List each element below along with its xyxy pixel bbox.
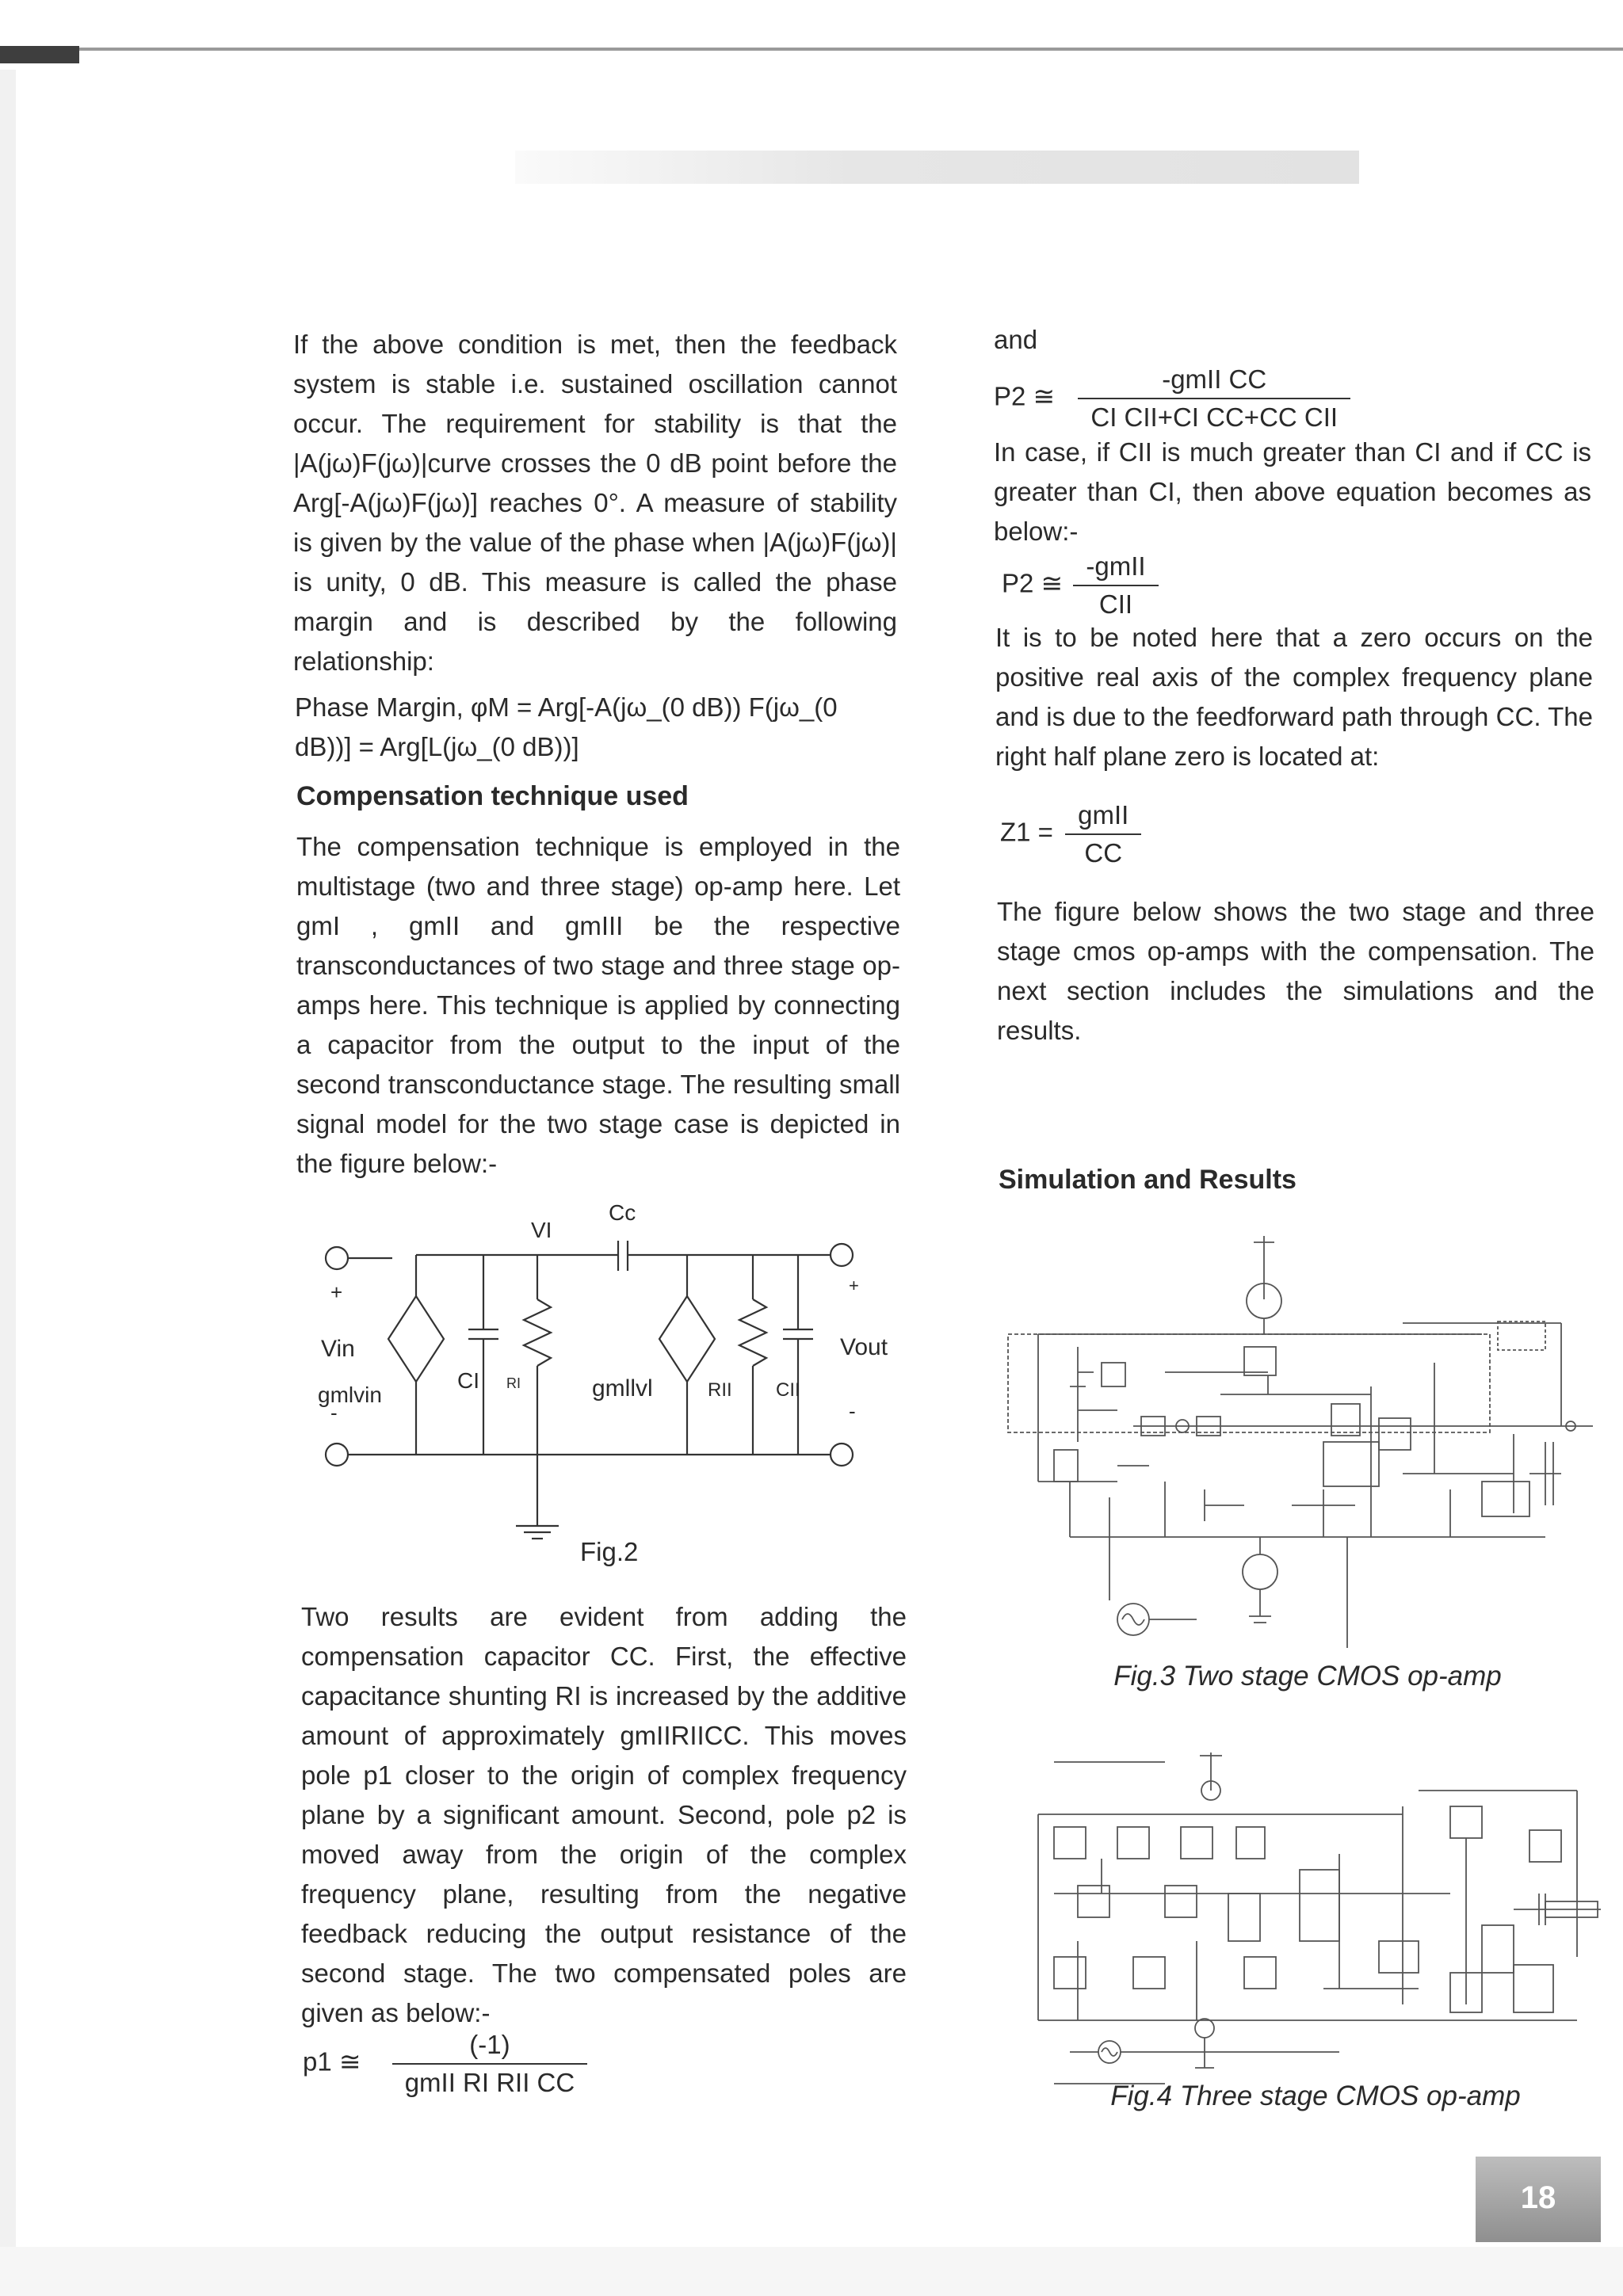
paragraph-zero: It is to be noted here that a zero occurs on the positive real axis of the complex frequency plane and is due to the feedforward path through CC. The right half plane zero is located at: — [995, 623, 1593, 771]
p2b-denominator: CII — [1073, 585, 1158, 620]
scan-bottom-edge — [0, 2247, 1623, 2296]
p2b-numerator: -gmII — [1086, 551, 1146, 581]
label-gmlvin: gmlvin — [318, 1383, 382, 1407]
label-ci: CI — [457, 1368, 479, 1393]
p1-denominator: gmII RI RII CC — [392, 2063, 588, 2098]
fig2-caption: Fig.2 — [580, 1537, 639, 1566]
p1-label: p1 ≅ — [303, 2046, 361, 2077]
zero-numerator: gmII — [1078, 800, 1129, 830]
polarity-minus-left: - — [330, 1401, 338, 1425]
p2-fraction — [1078, 364, 1350, 433]
three-stage-opamp-schematic — [1006, 1751, 1601, 2100]
paragraph-results: Two results are evident from adding the compensation capacitor CC. First, the effective capacitance shunting RI is increased by the additive amount of approximately gmIIRIICC. This moves pole p1 closer to the origin of complex frequency plane by a significant amount. Second, pole p2 is moved away from the origin of the complex frequency plane, resulting from the negative feedback reducing the output resistance of the second stage. The two compensated poles are given as below:- — [301, 1602, 907, 2027]
page-number: 18 — [1520, 2180, 1556, 2215]
zero-label: Z1 = — [1000, 817, 1053, 847]
p2-denominator: CI CII+CI CC+CC CII — [1078, 398, 1350, 433]
capacitor-label-cc: Cc — [609, 1200, 636, 1225]
zero-fraction — [1065, 800, 1141, 868]
p2-label: P2 ≅ — [994, 381, 1056, 411]
fig3-caption: Fig.3 Two stage CMOS op-amp — [1113, 1661, 1502, 1691]
p2-numerator: -gmII CC — [1162, 364, 1267, 394]
pole-p1-equation — [303, 2030, 699, 2098]
zero-equation — [1000, 800, 1317, 868]
p2b-fraction — [1073, 551, 1158, 620]
paragraph-compensation: The compensation technique is employed in the multistage (two and three stage) op-amp here. Let gmI , gmII and gmIII be the respective transconductances of two stage and three stage op-amps here. This technique is applied by connecting a capacitor from the output to the input of the second transconductance stage. The resulting small signal model for the two stage case is depicted in the figure below:- — [296, 832, 900, 1178]
label-cii: CII — [776, 1379, 800, 1401]
paragraph-figures-intro: The figure below shows the two stage and three stage cmos op-amps with the compensation. The next section includes the simulations and the results. — [997, 897, 1594, 1045]
polarity-plus-left: + — [330, 1280, 343, 1304]
two-stage-opamp-schematic — [1006, 1236, 1593, 1664]
zero-denominator: CC — [1065, 833, 1141, 868]
polarity-minus-right: - — [849, 1399, 856, 1423]
phase-margin-equation: Phase Margin, φM = Arg[-A(jω_(0 dB)) F(jω_(0 dB))] = Arg[L(jω_(0 dB))] — [295, 692, 838, 761]
word-and: and — [994, 325, 1038, 354]
heading-compensation: Compensation technique used — [296, 781, 689, 811]
label-vout: Vout — [840, 1334, 888, 1360]
pole-p2-equation — [994, 364, 1406, 433]
label-vin: Vin — [321, 1336, 355, 1362]
label-rii: RII — [708, 1379, 732, 1401]
scan-top-edge — [0, 0, 1623, 70]
heading-simulation: Simulation and Results — [999, 1165, 1296, 1195]
p1-numerator: (-1) — [469, 2030, 510, 2059]
fig4-caption: Fig.4 Three stage CMOS op-amp — [1110, 2081, 1521, 2111]
small-signal-model-diagram — [313, 1188, 899, 1569]
paragraph-stability: If the above condition is met, then the feedback system is stable i.e. sustained oscillation cannot occur. The requirement for stability is that the |A(jω)F(jω)|curve crosses the 0 dB point before the Arg[-A(jω)F(jω)] reaches 0°. A measure of stability is given by the value of the phase when |A(jω)F(jω)| is unity, 0 dB. This measure is called the phase margin and is described by the following relationship: — [293, 330, 897, 676]
pole-p2-simplified — [1002, 551, 1319, 620]
p1-fraction — [392, 2030, 588, 2098]
label-ri: RI — [506, 1375, 521, 1391]
page-number-badge — [1476, 2157, 1601, 2242]
polarity-plus-right: + — [849, 1276, 859, 1295]
paragraph-simplification: In case, if CII is much greater than CI and if CC is greater than CI, then above equation becomes as below:- — [994, 437, 1591, 546]
node-label-vi: VI — [531, 1218, 552, 1242]
header-banner — [515, 151, 1359, 184]
scan-left-edge — [0, 70, 16, 2296]
label-gmllvl: gmllvl — [592, 1375, 653, 1402]
p2b-label: P2 ≅ — [1002, 568, 1064, 598]
